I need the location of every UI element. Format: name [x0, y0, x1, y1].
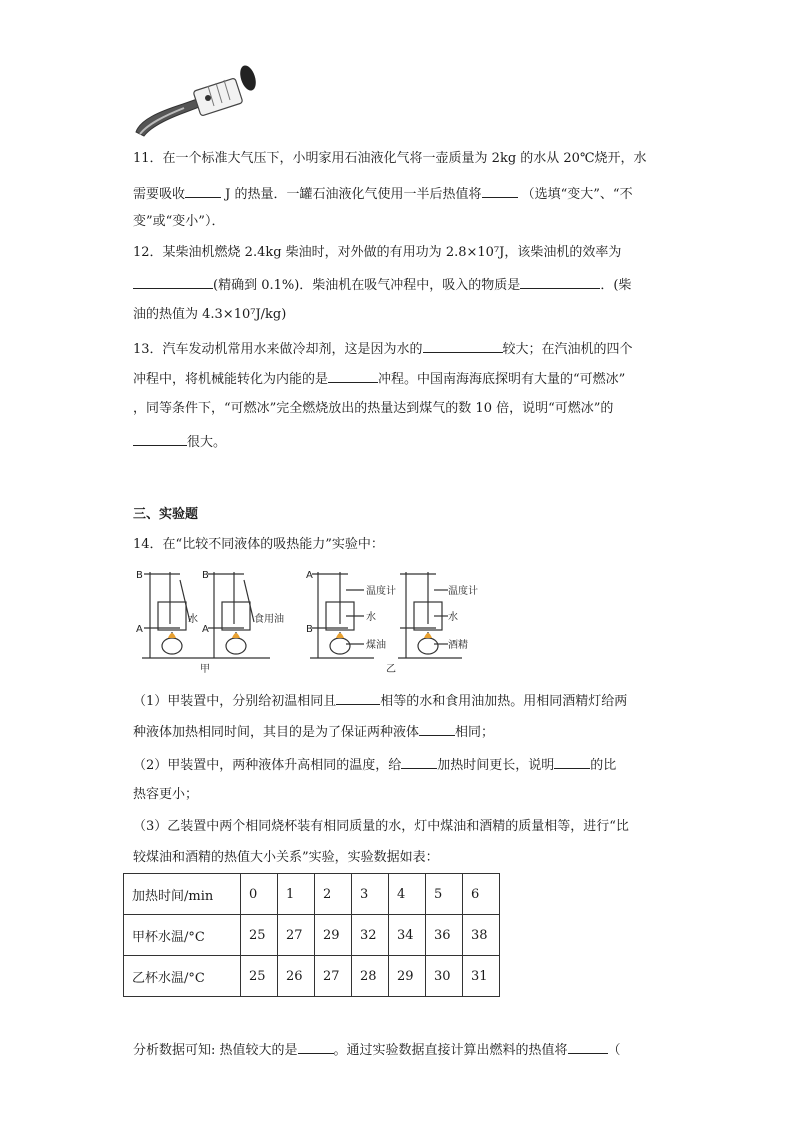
table-header-row — [124, 874, 500, 915]
q14-p1-d: 相同； — [455, 725, 495, 740]
q13-text-a: 13．汽车发动机常用水来做冷却剂，这是因为水的 — [133, 342, 423, 357]
label-water2: 水 — [366, 612, 376, 623]
table-cell: 3 — [352, 874, 389, 915]
q11-text-b: J 的热量．一罐石油液化气使用一半后热值将 — [221, 187, 482, 202]
q13-line2 — [133, 369, 625, 389]
q12-blank-substance[interactable] — [520, 275, 600, 289]
q14-analysis-b: 。通过实验数据直接计算出燃料的热值将 — [333, 1043, 568, 1058]
table-cell: 34 — [389, 915, 426, 956]
q14-blank-calc[interactable] — [568, 1040, 608, 1054]
q14-blank-mass[interactable] — [336, 691, 380, 705]
q13-blank-large[interactable] — [133, 432, 187, 446]
label-yi: 乙 — [386, 664, 396, 674]
q11-blank-value[interactable] — [482, 184, 518, 198]
q14-blank-fuel[interactable] — [298, 1040, 334, 1054]
q14-blank-heat-absorbed[interactable] — [419, 722, 455, 736]
q14-blank-liquid1[interactable] — [401, 755, 437, 769]
q11-text-a: 需要吸收 — [133, 187, 186, 202]
table-cell: 6 — [463, 874, 500, 915]
label-A3: A — [306, 570, 313, 581]
q14-analysis-a: 分析数据可知: 热值较大的是 — [133, 1043, 298, 1058]
label-water1: 水 — [188, 614, 198, 625]
q14-intro: 14．在“比较不同液体的吸热能力”实验中： — [133, 537, 384, 552]
apparatus-figure — [130, 562, 490, 674]
table-cell: 36 — [426, 915, 463, 956]
label-A2: A — [202, 624, 209, 635]
q13-line3: ，同等条件下，“可燃冰”完全燃烧放出的热量达到煤气的数 10 倍，说明“可燃冰”的 — [133, 401, 614, 416]
q13-text-e: 很大。 — [187, 435, 227, 450]
q11-line1: 11．在一个标准大气压下，小明家用石油液化气将一壶质量为 2kg 的水从 20℃烧开，水 — [133, 151, 647, 166]
table-cell: 30 — [426, 956, 463, 997]
q12-line1: 12．某柴油机燃烧 2.4kg 柴油时，对外做的有用功为 2.8×10⁷J，该柴油机的效率为 — [133, 245, 622, 260]
q14-p1-c: 种液体加热相同时间，其目的是为了保证两种液体 — [133, 725, 420, 740]
q11-line2 — [133, 184, 633, 204]
table-cell: 25 — [241, 915, 278, 956]
table-cell: 31 — [463, 956, 500, 997]
dryer-figure — [128, 62, 268, 142]
q12-blank-efficiency[interactable] — [133, 275, 213, 289]
table-cell: 27 — [278, 915, 315, 956]
label-thermo2: 温度计 — [448, 586, 478, 597]
label-jia: 甲 — [200, 664, 210, 674]
table-cell: 2 — [315, 874, 352, 915]
label-A1: A — [136, 624, 143, 635]
q11-blank-heat[interactable] — [185, 184, 221, 198]
q14-p2-c: 的比 — [590, 758, 617, 773]
table-cell: 25 — [241, 956, 278, 997]
q14-p3-line1: （3）乙装置中两个相同烧杯装有相同质量的水，灯中煤油和酒精的质量相等，进行“比 — [133, 819, 629, 834]
label-thermo1: 温度计 — [366, 586, 396, 597]
q13-text-b: 较大；在汽油机的四个 — [502, 342, 633, 357]
q14-p2-a: （2）甲装置中，两种液体升高相同的温度，给 — [133, 758, 402, 773]
label-oil: 食用油 — [254, 614, 284, 625]
data-table — [123, 873, 500, 997]
q13-line4 — [133, 432, 226, 452]
q13-text-d: 冲程。中国南海海底探明有大量的“可燃冰” — [378, 372, 626, 387]
q13-blank-property[interactable] — [423, 339, 503, 353]
section-title: 三、实验题 — [133, 507, 199, 522]
label-B3: B — [306, 624, 313, 635]
q14-p2-line2: 热容更小； — [133, 787, 199, 802]
q14-analysis-c: （ — [607, 1043, 621, 1058]
q14-p1-a: （1）甲装置中，分别给初温相同且 — [133, 694, 337, 709]
table-cell: 4 — [389, 874, 426, 915]
table-cell: 1 — [278, 874, 315, 915]
table-cell: 29 — [315, 915, 352, 956]
q14-p1-b: 相等的水和食用油加热。用相同酒精灯给两 — [380, 694, 628, 709]
table-row — [124, 956, 500, 997]
q12-line2 — [133, 275, 631, 295]
q14-analysis — [133, 1040, 621, 1060]
table-cell: 加热时间/min — [124, 874, 241, 915]
table-row — [124, 915, 500, 956]
q14-p1-line1 — [133, 691, 627, 711]
table-cell: 38 — [463, 915, 500, 956]
label-kerosene: 煤油 — [366, 640, 386, 651]
label-alcohol: 酒精 — [448, 640, 468, 651]
q13-text-c: 冲程中，将机械能转化为内能的是 — [133, 372, 329, 387]
table-cell: 28 — [352, 956, 389, 997]
q14-p2-line1 — [133, 755, 616, 775]
q14-blank-liquid2[interactable] — [554, 755, 590, 769]
table-cell: 5 — [426, 874, 463, 915]
q14-p1-line2 — [133, 722, 494, 742]
table-cell: 29 — [389, 956, 426, 997]
label-B2: B — [202, 570, 209, 581]
q12-text-a: (精确到 0.1%)．柴油机在吸气冲程中，吸入的物质是 — [213, 278, 521, 293]
table-cell: 27 — [315, 956, 352, 997]
q13-line1 — [133, 339, 633, 359]
table-cell: 0 — [241, 874, 278, 915]
q12-text-b: ．(柴 — [600, 278, 632, 293]
q14-p3-line2: 较煤油和酒精的热值大小关系”实验，实验数据如表： — [133, 850, 439, 865]
label-B1: B — [136, 570, 143, 581]
q14-p2-b: 加热时间更长，说明 — [437, 758, 555, 773]
q11-line3: 变”或“变小”）． — [133, 214, 225, 229]
q13-blank-stroke[interactable] — [328, 369, 378, 383]
label-water3: 水 — [448, 612, 458, 623]
table-cell: 26 — [278, 956, 315, 997]
q11-text-c: （选填“变大”、“不 — [517, 187, 633, 202]
table-cell: 32 — [352, 915, 389, 956]
table-cell: 甲杯水温/°C — [124, 915, 241, 956]
q12-line3: 油的热值为 4.3×10⁷J/kg) — [133, 307, 287, 322]
table-cell: 乙杯水温/°C — [124, 956, 241, 997]
